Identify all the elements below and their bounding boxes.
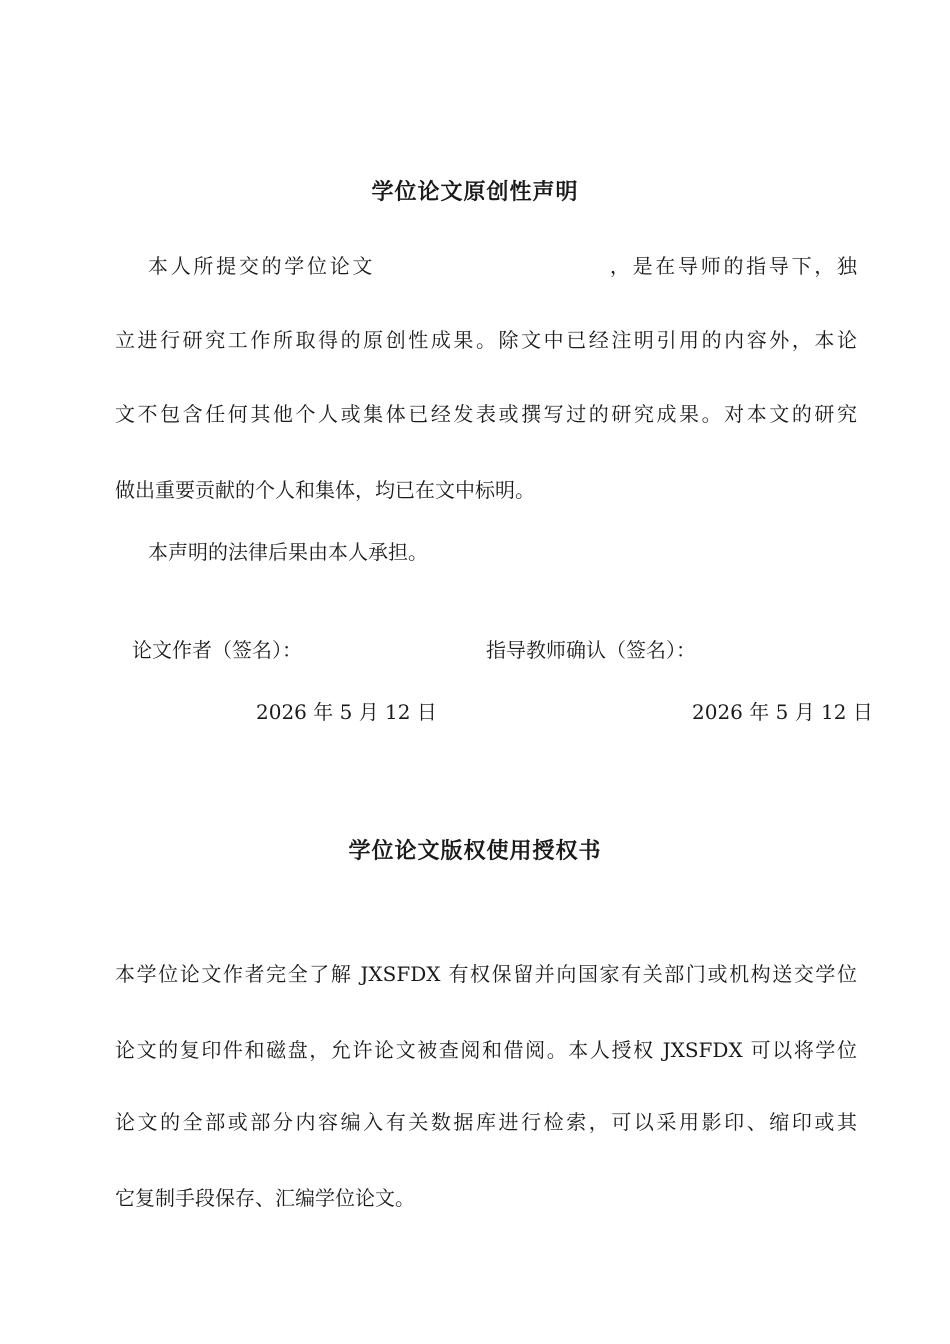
declaration-line-1: [148, 252, 857, 280]
author-signature-label: 论文作者（签名）：: [132, 638, 302, 662]
declaration-line-4: 做出重要贡献的个人和集体，均已在文中标明。: [115, 478, 535, 502]
authorization-line-3: 论文的全部或部分内容编入有关数据库进行检索，可以采用影印、缩印或其: [115, 1110, 857, 1134]
authorization-line-1: 本学位论文作者完全了解 JXSFDX 有权保留并向国家有关部门或机构送交学位: [115, 962, 857, 986]
declaration-line-1-start: 本人所提交的学位论文: [148, 254, 376, 278]
advisor-signature-label: 指导教师确认（签名）：: [486, 638, 696, 662]
authorization-title: 学位论文版权使用授权书: [348, 839, 602, 864]
authorization-line-2: 论文的复印件和磁盘，允许论文被查阅和借阅。本人授权 JXSFDX 可以将学位: [115, 1038, 857, 1062]
authorization-line-4: 它复制手段保存、汇编学位论文。: [115, 1186, 415, 1210]
declaration-title: 学位论文原创性声明: [371, 180, 579, 205]
author-date: 2026 年 5 月 12 日: [256, 700, 437, 724]
declaration-line-3: 文不包含任何其他个人或集体已经发表或撰写过的研究成果。对本文的研究: [115, 402, 857, 426]
advisor-date: 2026 年 5 月 12 日: [692, 700, 873, 724]
declaration-line-5: 本声明的法律后果由本人承担。: [148, 540, 428, 564]
declaration-line-1-end: ，是在导师的指导下，独: [607, 254, 858, 278]
declaration-line-2: 立进行研究工作所取得的原创性成果。除文中已经注明引用的内容外，本论: [115, 328, 857, 352]
